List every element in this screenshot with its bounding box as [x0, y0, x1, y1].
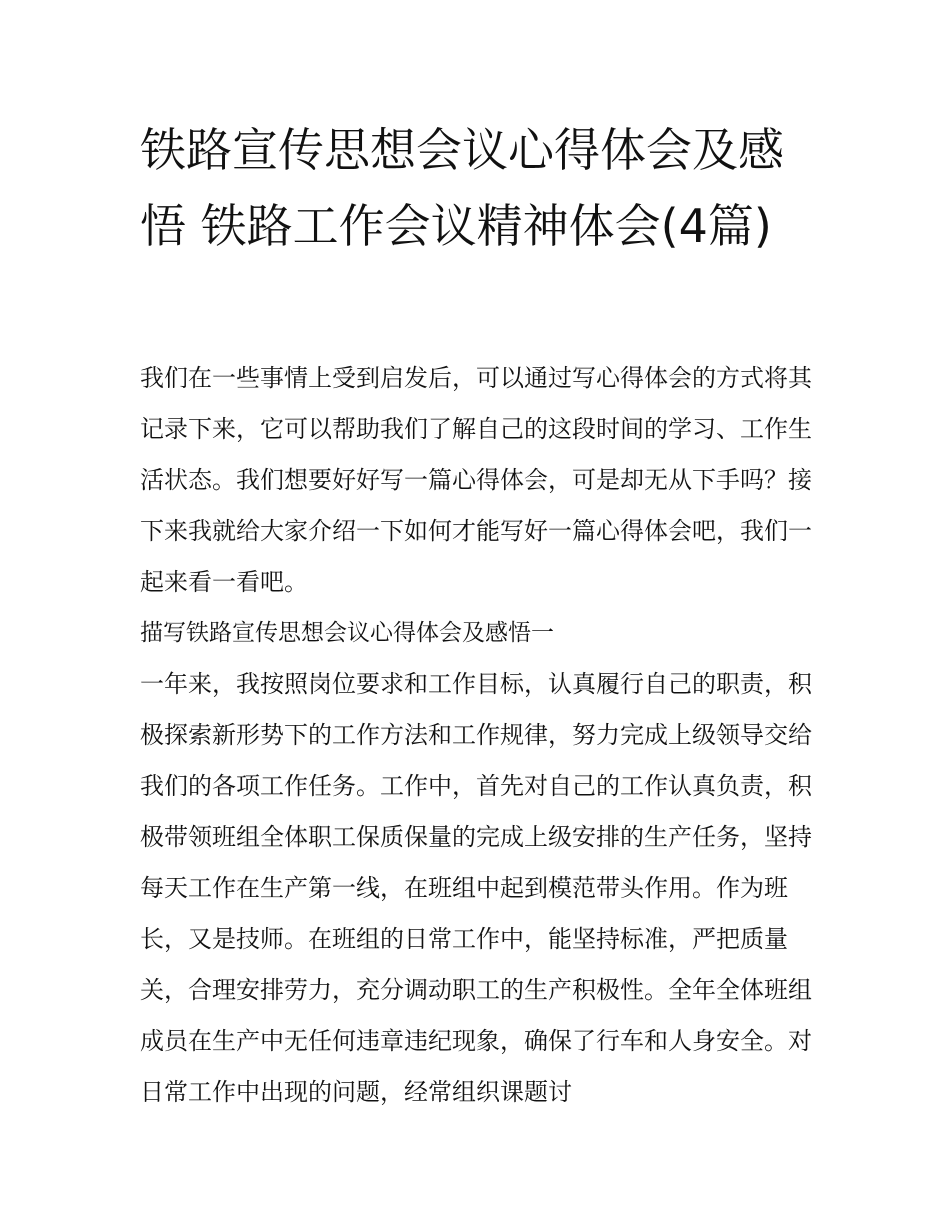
intro-paragraph: 我们在一些事情上受到启发后，可以通过写心得体会的方式将其记录下来，它可以帮助我们了解自己的这段时间的学习、工作生活状态。我们想要好好写一篇心得体会，可是却无从下手吗？接下来我就给大家介绍一下如何才能写好一篇心得体会吧，我们一起来看一看吧。 — [140, 364, 812, 596]
section-heading: 描写铁路宣传思想会议心得体会及感悟一 — [140, 620, 554, 646]
section-paragraph: 一年来，我按照岗位要求和工作目标，认真履行自己的职责，积极探索新形势下的工作方法和工作规律，努力完成上级领导交给我们的各项工作任务。工作中，首先对自己的工作认真负责，积极带领班组全体职工保质保量的完成上级安排的生产任务，坚持每天工作在生产第一线，在班组中起到模范带头作用。作为班长，又是技师。在班组的日常工作中，能坚持标准，严把质量关，合理安排劳力，充分调动职工的生产积极性。全年全体班组成员在生产中无任何违章违纪现象，确保了行车和人身安全。对日常工作中出现的问题，经常组织课题讨 — [140, 670, 812, 1106]
document-title: 铁路宣传思想会议心得体会及感悟 铁路工作会议精神体会(4篇) — [140, 123, 784, 253]
document-body — [140, 353, 820, 1118]
